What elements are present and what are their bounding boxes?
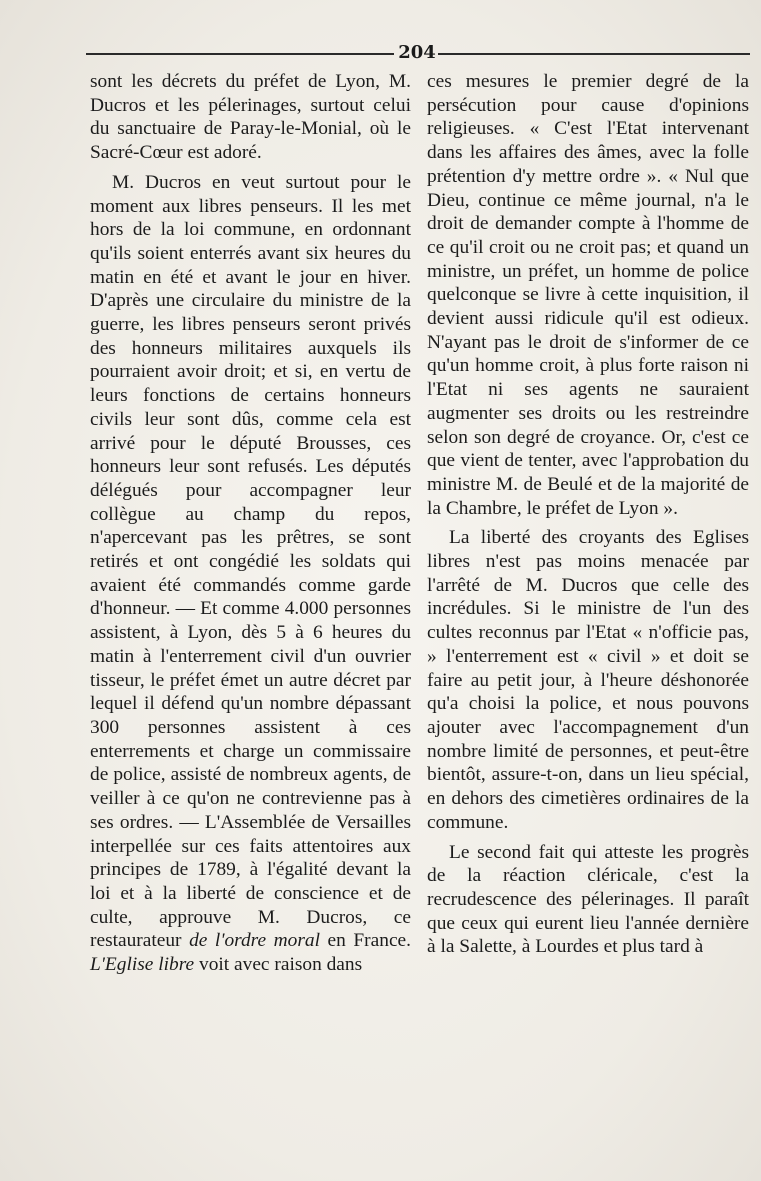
left-paragraph-2-text: M. Ducros en veut surtout pour le moment aux libres penseurs. Il les met hors de la loi commune, en ordonnant qu'ils soient enterrés avant six heures du matin en été et avant le jour en hiver. D'après une circulaire du ministre de la guerre, les libres penseurs seront privés des honneurs militaires auxquels ils pourraient avoir droit; et si, en vertu de leurs fonctions de certains honneurs civils leur sont dûs, comme cela est arrivé pour le député Brousses, ces honneurs leur sont refusés. Les députés délégués pour accompagner leur collègue au champ du repos, n'apercevant pas les prêtres, se sont retirés et ont congédié les soldats qui avaient été commandés comme garde d'honneur. — Et comme 4.000 personnes assistent, à Lyon, dès 5 à 6 heures du matin à l'enterrement civil d'un ouvrier tisseur, le préfet émet un autre décret par lequel il défend qu'un nombre dépassant 300 personnes assistent à ces enterrements et charge un commissaire de police, assisté de nombreux agents, de veiller à ce qu'on ne contrevienne pas à ses ordres. — L'Assemblée de Versailles interpellée sur ces faits attentoires aux principes de 1789, à l'égalité devant la loi et à la liberté de conscience et de culte, approuve M. Ducros, ce restaurateur xyxy=(90,171,411,952)
right-paragraph-2: La liberté des croyants des Eglises libres n'est pas moins menacée par l'arrêté de M. Ducros que celle des incrédules. Si le ministre de l'un des cultes reconnus par l'Etat « n'officie pas, » l'enterrement est « civil » et doit se faire au petit jour, à l'heure déshonorée qu'a choisi la police, et nous pouvons ajouter avec l'accompagnement d'un nombre limité de personnes, et peut-être bientôt, assure-t-on, dans un lieu spécial, en dehors des cimetières ordinaires de la commune. xyxy=(427,527,749,833)
italic-eglise-libre: L'Eglise libre xyxy=(90,954,195,976)
italic-phrase-ordre-moral: de l'ordre moral xyxy=(189,930,320,952)
right-column xyxy=(427,70,749,959)
left-column xyxy=(90,70,411,977)
page-number: 204 xyxy=(398,42,436,63)
header-rule-left xyxy=(86,53,394,55)
right-paragraph-3: Le second fait qui atteste les progrès de la réaction cléricale, c'est la recrudescence des pélerinages. Il paraît que ceux qui eurent lieu l'année dernière à la Salette, à Lourdes et plus tard à xyxy=(427,841,749,958)
left-tail-text-2: voit avec raison dans xyxy=(194,954,363,976)
header-rule-right xyxy=(438,53,750,55)
left-paragraph-1: sont les décrets du préfet de Lyon, M. Ducros et les pélerinages, surtout celui du sanctuaire de Paray-le-Monial, où le Sacré-Cœur est adoré. xyxy=(90,71,411,164)
right-paragraph-1: ces mesures le premier degré de la persécution pour cause d'opinions religieuses. « C'est l'Etat intervenant dans les affaires des âmes, avec la folle prétention d'y mettre ordre ». « Nul que Dieu, continue ce même journal, n'a le droit de demander compte à l'homme de ce qu'il croit ou ne croit pas; et quand un ministre, un préfet, un homme de police quelconque se livre à cette inquisition, il devient aussi ridicule qu'il est odieux. N'ayant pas le droit de s'informer de ce qu'un homme croit, à plus forte raison ni l'Etat ni ses agents ne sauraient augmenter ses droits ou les restreindre selon son degré de croyance. Or, c'est ce que vient de tenter, avec l'approbation du ministre M. de Beulé et de la majorité de la Chambre, le préfet de Lyon ». xyxy=(427,71,749,519)
left-tail-text-1: en France. xyxy=(320,930,412,952)
page-header xyxy=(86,42,750,62)
left-paragraph-2 xyxy=(90,171,411,977)
